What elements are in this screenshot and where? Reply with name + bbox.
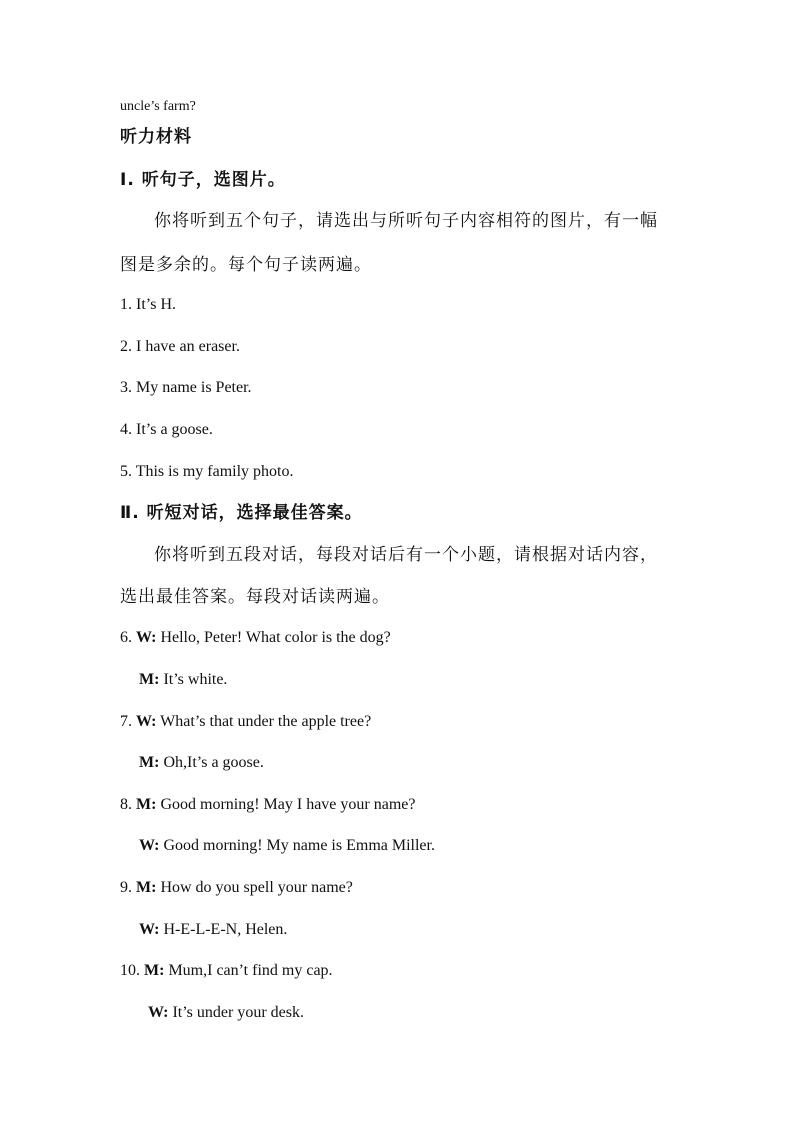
speaker-label: W: [139,921,160,938]
part1-instruction-line2: 图是多余的。每个句子读两遍。 [120,255,372,275]
dialogue-text: What’s that under the apple tree? [160,713,372,730]
dialogue-line [120,795,415,815]
dialogue-text: Hello, Peter! What color is the dog? [160,629,391,646]
dialogue-line [120,628,391,648]
speaker-label: W: [148,1004,169,1021]
sentence-item: 2. I have an eraser. [120,338,240,355]
speaker-label: W: [136,629,157,646]
sentence-item: 4. It’s a goose. [120,421,213,438]
dialogue-line [139,836,435,856]
speaker-label: M: [139,671,160,688]
speaker-label: W: [136,713,157,730]
part2-instruction-line2: 选出最佳答案。每段对话读两遍。 [120,587,390,607]
sentence-item: 1. It’s H. [120,296,176,313]
speaker-label: M: [139,754,160,771]
dialogue-text: H-E-L-E-N, Helen. [163,921,288,938]
speaker-label: M: [136,879,157,896]
top-fragment: uncle’s farm? [120,99,196,114]
dialogue-text: It’s white. [163,671,228,688]
dialogue-text: Mum,I can’t find my cap. [168,962,333,979]
question-number: 10. [120,962,140,979]
sentence-item: 3. My name is Peter. [120,379,252,396]
dialogue-text: How do you spell your name? [160,879,353,896]
speaker-label: M: [136,796,157,813]
dialogue-line [120,878,353,898]
dialogue-line [120,712,371,732]
part1-heading: Ⅰ. 听句子，选图片。 [120,170,286,190]
question-number: 9. [120,879,132,896]
part2-instruction-line1: 你将听到五段对话，每段对话后有一个小题，请根据对话内容， [154,545,658,565]
part1-instruction-line1: 你将听到五个句子，请选出与所听句子内容相符的图片，有一幅 [154,211,658,231]
dialogue-line [139,670,227,690]
section-title: 听力材料 [120,127,192,147]
dialogue-line [139,753,264,773]
question-number: 7. [120,713,132,730]
dialogue-text: Good morning! May I have your name? [160,796,416,813]
dialogue-line [120,961,333,981]
dialogue-text: It’s under your desk. [172,1004,304,1021]
dialogue-text: Good morning! My name is Emma Miller. [163,837,435,854]
sentence-item: 5. This is my family photo. [120,463,294,480]
dialogue-line [148,1003,304,1023]
speaker-label: W: [139,837,160,854]
part2-heading: Ⅱ. 听短对话，选择最佳答案。 [120,503,363,523]
question-number: 8. [120,796,132,813]
dialogue-line [139,920,287,940]
question-number: 6. [120,629,132,646]
dialogue-text: Oh,It’s a goose. [163,754,264,771]
speaker-label: M: [144,962,165,979]
